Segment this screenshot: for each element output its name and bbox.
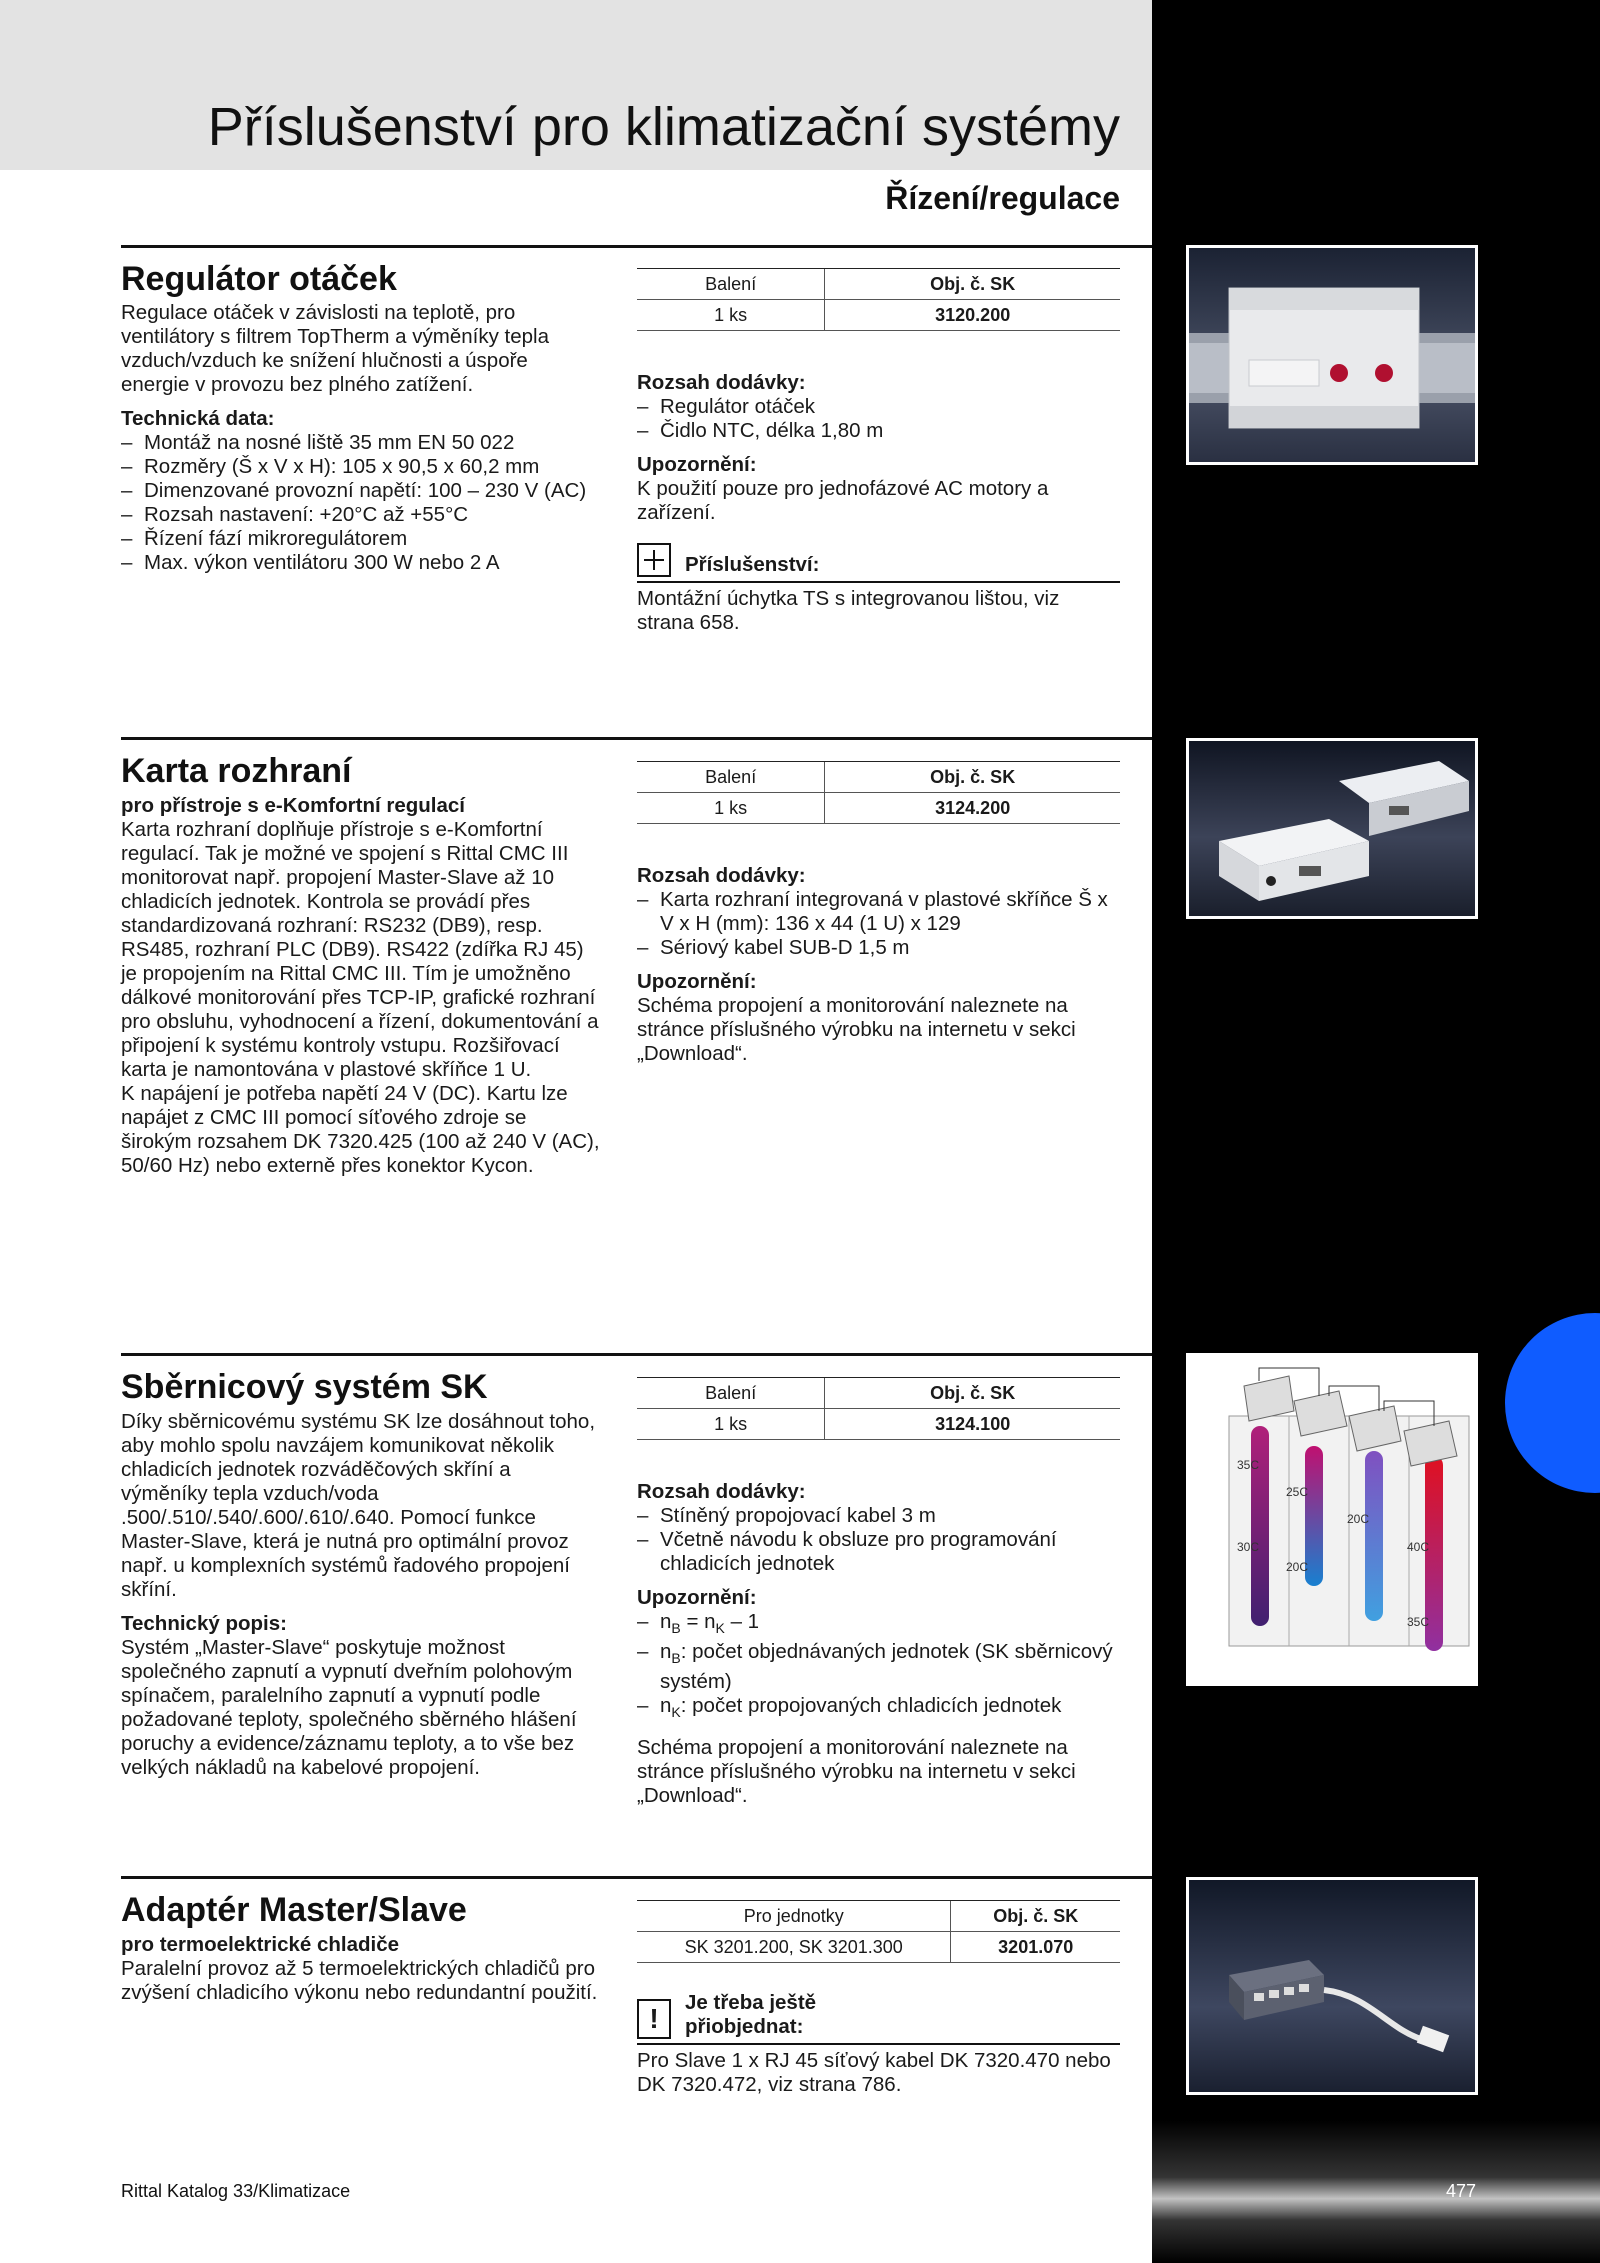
table-cell: 3201.070 — [951, 1932, 1120, 1963]
accessory-text: Montážní úchytka TS s integrovanou lištou, viz strana 658. — [637, 587, 1060, 634]
list-item: – Stíněný propojovací kabel 3 m — [637, 1504, 1120, 1528]
section-body: Paralelní provoz až 5 termoelektrických chladičů pro zvýšení chladicího výkonu nebo redundantní použití. — [121, 1957, 598, 2004]
section-rule — [121, 1353, 1152, 1356]
master-slave-adapter-illustration — [1189, 1880, 1475, 2092]
note-text: K použití pouze pro jednofázové AC motory a zařízení. — [637, 477, 1049, 524]
list-item: – Rozměry (Š x V x H): 105 x 90,5 x 60,2 mm — [121, 455, 601, 479]
section-right-column — [637, 1900, 1120, 2097]
table-header: Balení — [637, 269, 825, 300]
list-item: – Max. výkon ventilátoru 300 W nebo 2 A — [121, 551, 601, 575]
section-right-column — [637, 1377, 1120, 1808]
product-photo-bus-system-diagram — [1186, 1353, 1478, 1686]
section-body-2: K napájení je potřeba napětí 24 V (DC). Kartu lze napájet z CMC III pomocí síťového zdroje se širokým rozsahem DK 7320.425 (100 až 240 V (AC), 50/60 Hz) nebo externě přes konektor Kycon. — [121, 1082, 600, 1177]
list-item: – Rozsah nastavení: +20°C až +55°C — [121, 503, 601, 527]
table-header: Pro jednotky — [637, 1901, 951, 1932]
section-intro: Regulace otáček v závislosti na teplotě, pro ventilátory s filtrem TopTherm a výměníky tepla vzduch/vzduch ke snížení hlučnosti a úspoře energie v provozu bez plného zatížení. — [121, 301, 549, 396]
list-item: – Včetně návodu k obsluze pro programování chladicích jednotek — [637, 1528, 1120, 1576]
section-body: Díky sběrnicovému systému SK lze dosáhnout toho, aby mohlo spolu navzájem komunikovat několik chladicích jednotek rozváděčových skříní a výměníky tepla vzduch/voda .500/.510/.540/.600/.610/.640. Pomocí funkce Master-Slave, která je nutná pro optimální provoz např. u komplexních systémů řadového propojení skříní. — [121, 1410, 596, 1601]
diagram-label: 35C — [1237, 1458, 1260, 1472]
page-title: Příslušenství pro klimatizační systémy — [207, 97, 1120, 157]
section-subtitle: pro termoelektrické chladiče — [121, 1933, 400, 1956]
table-cell: 3124.200 — [825, 793, 1120, 824]
page-number: 477 — [1446, 2181, 1477, 2201]
table-header: Balení — [637, 762, 825, 793]
formula-item: – $n_B = n_K - 1$ — [637, 1610, 1120, 1640]
section-rule — [121, 737, 1152, 740]
order-table — [637, 1900, 1120, 1963]
tech-data-list — [121, 431, 601, 575]
section-body: Karta rozhraní doplňuje přístroje s e-Komfortní regulací. Tak je možné ve spojení s Rittal CMC III monitorovat např. propojení Master-Slave až 10 chladicích jednotek. Kontrola se provádí přes standardizovaná rozhraní: RS232 (DB9), resp. RS485, rozhraní PLC (DB9). RS422 (zdířka RJ 45) je propojením na Rittal CMC III. Tím je umožněno dálkové monitorování přes TCP-IP, grafické rozhraní pro obsluhu, vyhodnocení a řízení, dokumentování a připojení k systému kontroly vstupu. Rozšiřovací karta je namontována v plastové skříňce 1 U. — [121, 818, 599, 1081]
diagram-label: 30C — [1237, 1540, 1260, 1554]
section-title: Regulátor otáček — [121, 260, 397, 298]
diagram-label: 20C — [1286, 1560, 1309, 1574]
note-text: Schéma propojení a monitorování naleznete na stránce příslušného výrobku na internetu v sekci „Download“. — [637, 994, 1076, 1065]
table-cell: 1 ks — [637, 1409, 825, 1440]
section-subtitle: pro přístroje s e-Komfortní regulací — [121, 794, 465, 817]
note-label: Upozornění: — [637, 453, 757, 476]
order-table — [637, 761, 1120, 824]
note-label: Upozornění: — [637, 970, 757, 993]
table-header: Obj. č. SK — [951, 1901, 1120, 1932]
accessory-heading — [637, 543, 1120, 583]
section-right-column — [637, 268, 1120, 635]
table-cell: 3120.200 — [825, 300, 1120, 331]
bottom-shine-decoration — [1152, 2120, 1600, 2263]
section-left-column — [121, 794, 601, 1178]
speed-controller-illustration — [1189, 248, 1475, 462]
order-also-heading — [637, 1991, 1120, 2045]
interface-card-illustration — [1189, 741, 1475, 916]
table-header: Obj. č. SK — [825, 269, 1120, 300]
tech-description-label: Technický popis: — [121, 1612, 287, 1635]
section-left-column — [121, 1933, 601, 2005]
formula-list — [637, 1610, 1120, 1724]
page-subtitle: Řízení/regulace — [885, 180, 1120, 216]
section-title: Sběrnicový systém SK — [121, 1368, 488, 1406]
order-also-text: Pro Slave 1 x RJ 45 síťový kabel DK 7320.470 nebo DK 7320.472, viz strana 786. — [637, 2049, 1111, 2096]
table-cell: 3124.100 — [825, 1409, 1120, 1440]
diagram-label: 35C — [1407, 1615, 1430, 1629]
tech-data-label: Technická data: — [121, 407, 275, 430]
exclamation-icon: ! — [637, 1999, 671, 2039]
table-header: Obj. č. SK — [825, 762, 1120, 793]
section-left-column — [121, 301, 601, 575]
plus-icon — [637, 543, 671, 577]
product-photo-speed-controller — [1186, 245, 1478, 465]
diagram-label: 25C — [1286, 1485, 1309, 1499]
table-cell: 1 ks — [637, 793, 825, 824]
list-item: – Dimenzované provozní napětí: 100 – 230 V (AC) — [121, 479, 601, 503]
list-item: – Řízení fází mikroregulátorem — [121, 527, 601, 551]
table-cell: SK 3201.200, SK 3201.300 — [637, 1932, 951, 1963]
section-right-column — [637, 761, 1120, 1066]
note-label: Upozornění: — [637, 1586, 757, 1609]
order-also-label: Je třeba ještě přiobjednat: — [685, 1991, 817, 2038]
bus-system-diagram — [1189, 1356, 1475, 1683]
delivery-list — [637, 888, 1120, 960]
table-header: Balení — [637, 1378, 825, 1409]
section-rule — [121, 1876, 1152, 1879]
formula-item: – $n_K$: počet propojovaných chladicích jednotek — [637, 1694, 1120, 1724]
diagram-label: 40C — [1407, 1540, 1430, 1554]
delivery-label: Rozsah dodávky: — [637, 864, 806, 887]
product-photo-master-slave-adapter — [1186, 1877, 1478, 2095]
section-title: Adaptér Master/Slave — [121, 1891, 467, 1929]
list-item: – Čidlo NTC, délka 1,80 m — [637, 419, 1120, 443]
list-item: – Regulátor otáček — [637, 395, 1120, 419]
delivery-list — [637, 1504, 1120, 1576]
list-item: – Sériový kabel SUB-D 1,5 m — [637, 936, 1120, 960]
list-item: – Karta rozhraní integrovaná v plastové skříňce Š x V x H (mm): 136 x 44 (1 U) x 129 — [637, 888, 1120, 936]
section-left-column — [121, 1410, 601, 1780]
diagram-label: 20C — [1347, 1512, 1370, 1526]
order-table — [637, 1377, 1120, 1440]
delivery-label: Rozsah dodávky: — [637, 1480, 806, 1503]
table-cell: 1 ks — [637, 300, 825, 331]
list-item: – Montáž na nosné liště 35 mm EN 50 022 — [121, 431, 601, 455]
formula-item: – $n_B$: počet objednávaných jednotek (SK sběrnicový systém) — [637, 1640, 1120, 1694]
order-table — [637, 268, 1120, 331]
section-rule — [121, 245, 1152, 248]
table-header: Obj. č. SK — [825, 1378, 1120, 1409]
section-title: Karta rozhraní — [121, 752, 352, 790]
delivery-label: Rozsah dodávky: — [637, 371, 806, 394]
tech-description-text: Systém „Master-Slave“ poskytuje možnost společného zapnutí a vypnutí dveřním polohovým spínačem, paralelního zapnutí a vypnutí podle požadované teploty, společného sběrného hlášení poruchy a evidence/záznamu teploty, a to vše bez velkých nákladů na kabelové propojení. — [121, 1636, 577, 1779]
note-text: Schéma propojení a monitorování naleznete na stránce příslušného výrobku na internetu v sekci „Download“. — [637, 1736, 1076, 1808]
product-photo-interface-card — [1186, 738, 1478, 919]
delivery-list — [637, 395, 1120, 443]
accessory-label: Příslušenství: — [685, 553, 820, 576]
footer-catalog: Rittal Katalog 33/Klimatizace — [121, 2181, 351, 2201]
